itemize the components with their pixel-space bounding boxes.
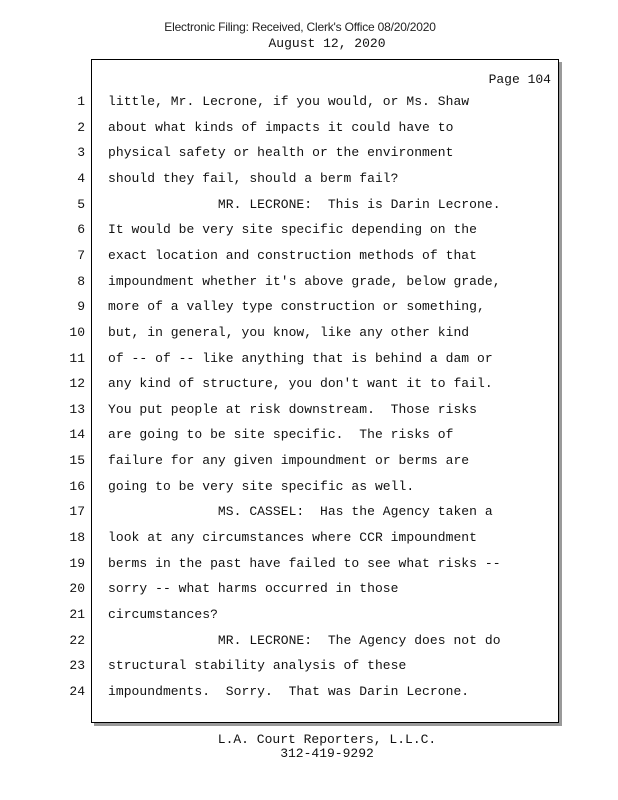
line-number: 2 [77, 119, 85, 135]
court-reporter-phone: 312-419-9292 [280, 746, 374, 761]
line-number: 18 [69, 530, 85, 546]
transcript-line: of -- of -- like anything that is behind a dam or [108, 350, 493, 366]
transcript-line: are going to be site specific. The risks of [108, 427, 454, 443]
line-number: 4 [77, 170, 85, 186]
transcript-line: MR. LECRONE: This is Darin Lecrone. [108, 196, 501, 212]
transcript-line: exact location and construction methods of that [108, 247, 478, 263]
line-number: 3 [77, 145, 85, 161]
transcript-line: sorry -- what harms occurred in those [108, 581, 399, 597]
line-number: 15 [69, 453, 85, 469]
transcript-line: impoundment whether it's above grade, below grade, [108, 273, 501, 289]
transcript-line: It would be very site specific depending on the [108, 222, 478, 238]
line-number: 10 [69, 324, 85, 340]
line-number: 17 [69, 504, 85, 520]
transcript-line: MS. CASSEL: Has the Agency taken a [108, 504, 493, 520]
transcript-line: MR. LECRONE: The Agency does not do [108, 632, 501, 648]
page-number: Page 104 [488, 72, 551, 87]
line-number: 11 [69, 350, 85, 366]
transcript-line: any kind of structure, you don't want it to fail. [108, 376, 493, 392]
transcript-line: You put people at risk downstream. Those risks [108, 401, 478, 417]
line-number: 22 [69, 632, 85, 648]
transcript-line: failure for any given impoundment or berms are [108, 453, 470, 469]
transcript-line: look at any circumstances where CCR impoundment [108, 530, 478, 546]
line-number: 16 [69, 478, 85, 494]
transcript-line: more of a valley type construction or something, [108, 299, 485, 315]
line-number: 13 [69, 401, 85, 417]
transcript-line: physical safety or health or the environment [108, 145, 454, 161]
court-reporter-name: L.A. Court Reporters, L.L.C. [217, 732, 437, 747]
line-number: 7 [77, 247, 85, 263]
transcript-line: berms in the past have failed to see what risks -- [108, 555, 501, 571]
line-number: 21 [69, 607, 85, 622]
transcript-line: going to be very site specific as well. [108, 478, 415, 494]
transcript-line: but, in general, you know, like any other kind [108, 324, 470, 340]
transcript-line: about what kinds of impacts it could have to [108, 119, 454, 135]
transcript-line: should they fail, should a berm fail? [108, 170, 399, 186]
transcript-line: impoundments. Sorry. That was Darin Lecrone. [108, 683, 470, 699]
line-number: 8 [77, 273, 85, 289]
transcript-date: August 12, 2020 [268, 36, 386, 51]
line-number: 1 [77, 94, 85, 109]
line-number: 5 [77, 196, 85, 212]
transcript-line: little, Mr. Lecrone, if you would, or Ms. Shaw [108, 94, 470, 109]
line-number: 12 [69, 376, 85, 392]
footer [0, 733, 618, 761]
line-number: 23 [69, 658, 85, 674]
line-number: 9 [77, 299, 85, 315]
line-number: 24 [69, 683, 85, 699]
line-number: 19 [69, 555, 85, 571]
line-number: 14 [69, 427, 85, 443]
transcript-line: structural stability analysis of these [108, 658, 407, 674]
line-number: 20 [69, 581, 85, 597]
transcript-line: circumstances? [108, 607, 218, 622]
line-number: 6 [77, 222, 85, 238]
filing-stamp: Electronic Filing: Received, Clerk's Office 08/20/2020 [164, 20, 436, 34]
